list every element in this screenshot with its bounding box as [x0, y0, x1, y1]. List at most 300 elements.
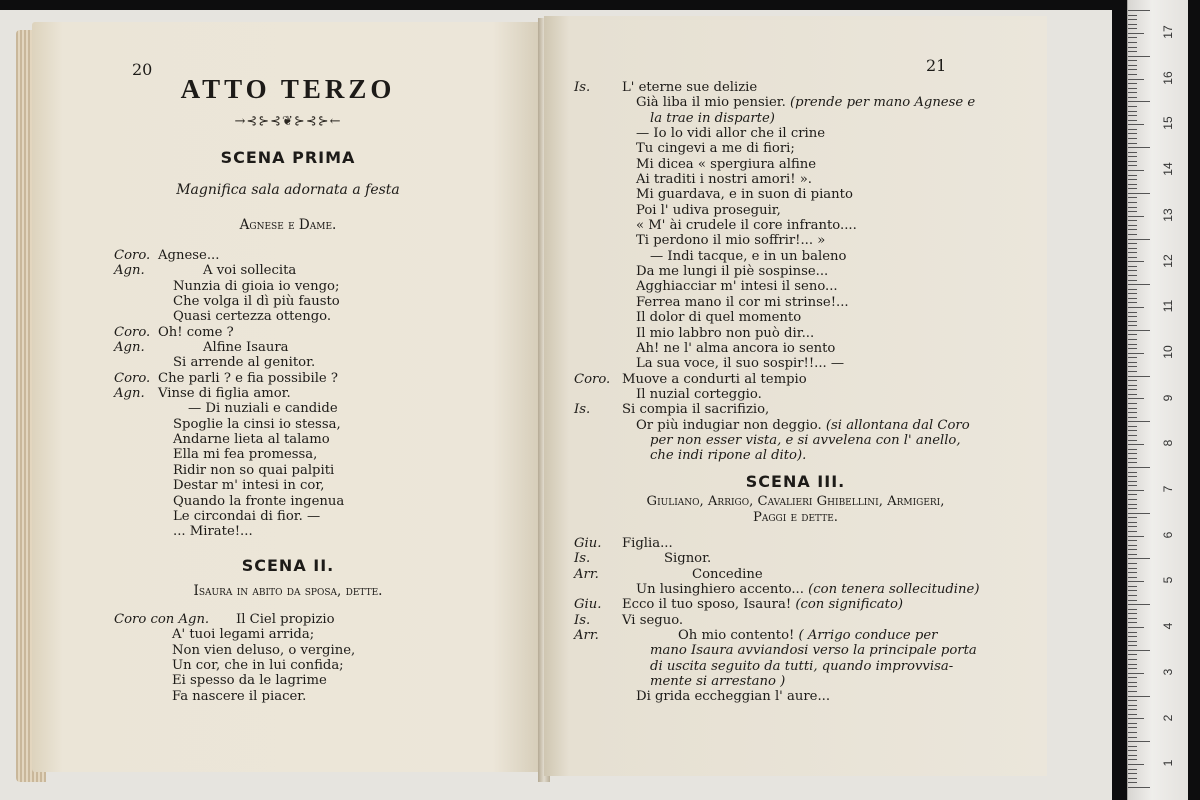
dialogue-line: [114, 309, 534, 324]
speaker-label: Is.: [574, 612, 591, 628]
ruler-tick: [1128, 755, 1137, 756]
ruler-tick: [1128, 348, 1137, 349]
scene-1-setting: Magnifica sala adornata a festa: [176, 182, 400, 198]
ruler-tick: [1128, 312, 1137, 313]
verse-text: [173, 432, 330, 447]
verse-words: Ah! ne l' alma ancora io sento: [636, 340, 836, 356]
ruler-tick: [1128, 636, 1137, 637]
ruler-tick: [1128, 156, 1137, 157]
verse-text: [172, 643, 355, 658]
ruler-tick: [1128, 476, 1137, 477]
ruler-tick: [1128, 51, 1137, 52]
ruler-tick: [1128, 458, 1137, 459]
ruler-tick: [1128, 239, 1150, 240]
ruler-tick: [1128, 261, 1144, 262]
left-page: [32, 22, 544, 772]
ruler-tick: [1128, 453, 1137, 454]
ruler-tick: [1128, 481, 1137, 482]
ruler-tick: [1128, 293, 1137, 294]
dialogue-line: [574, 674, 1034, 689]
ruler-tick: [1128, 467, 1150, 468]
verse-text: [622, 402, 769, 417]
ruler-tick: [1128, 143, 1137, 144]
dialogue-line: [574, 402, 1034, 417]
ruler-tick: [1128, 229, 1137, 230]
ruler-tick: [1128, 138, 1137, 139]
verse-words: Che parli ? e fia possibile ?: [158, 370, 339, 386]
verse-words: Nunzia di gioia io vengo;: [173, 278, 340, 294]
verse-text: [636, 218, 857, 233]
ruler-tick: [1128, 750, 1137, 751]
verse-words: Ai traditi i nostri amori! ».: [636, 172, 812, 188]
ruler-tick: [1128, 426, 1137, 427]
verse-words: La sua voce, il suo sospir!!... —: [636, 356, 845, 372]
verse-words: Agghiacciar m' intesi il seno...: [636, 279, 838, 295]
ruler-tick: [1128, 19, 1137, 20]
dialogue-line: [114, 294, 534, 309]
ruler-tick: [1128, 334, 1137, 335]
ruler-tick: [1128, 10, 1150, 11]
ruler-tick: [1128, 124, 1144, 125]
verse-text: [236, 612, 335, 627]
verse-words: Che volga il dì più fausto: [173, 294, 340, 310]
dialogue-line: [574, 203, 1034, 218]
stage-direction: (si allontana dal Coro: [821, 417, 970, 433]
ruler-tick: [1128, 216, 1144, 217]
ruler-tick: [1128, 197, 1137, 198]
dialogue-line: [574, 141, 1034, 156]
ruler-tick: [1128, 759, 1137, 760]
verse-words: L' eterne sue delizie: [622, 80, 758, 95]
verse-text: [622, 372, 807, 387]
ruler-tick: [1128, 654, 1137, 655]
verse-text: [650, 674, 785, 689]
verse-words: Destar m' intesi in cor,: [173, 478, 325, 494]
ruler-tick: [1128, 645, 1137, 646]
ruler-tick: [1128, 243, 1137, 244]
ruler-tick: [1128, 554, 1137, 555]
ruler-number: 13: [1161, 208, 1175, 222]
ruler-tick: [1128, 572, 1137, 573]
verse-text: [650, 448, 806, 463]
ruler-tick: [1128, 545, 1137, 546]
ruler-tick: [1128, 604, 1150, 605]
verse-text: [636, 233, 825, 248]
verse-text: [636, 341, 835, 356]
verse-words: Ella mi fea promessa,: [173, 447, 318, 463]
ruler-tick: [1128, 673, 1144, 674]
stage-direction: di uscita seguito da tutti, quando improvvisa-: [650, 658, 954, 674]
scene-2-title: SCENA II.: [241, 556, 335, 575]
ruler-tick: [1128, 741, 1150, 742]
ruler-tick: [1128, 522, 1137, 523]
verse-words: Poi l' udiva proseguir,: [636, 202, 781, 218]
dialogue-line: [574, 295, 1034, 310]
verse-words: Quasi certezza ottengo.: [173, 309, 332, 325]
verse-words: Le circondai di fior. —: [173, 508, 321, 524]
speaker-label: Arr.: [574, 628, 599, 644]
dialogue-line: [114, 248, 534, 263]
speaker-label: Giu.: [574, 597, 602, 613]
ruler-tick: [1128, 60, 1137, 61]
verse-text: [636, 95, 975, 110]
ruler-tick: [1128, 686, 1137, 687]
ruler-tick: [1128, 462, 1137, 463]
ruler-tick: [1128, 485, 1137, 486]
verse-words: Figlia...: [622, 536, 673, 551]
dialogue-line: [114, 447, 534, 462]
ruler-tick: [1128, 280, 1137, 281]
dialogue-line: [114, 627, 534, 642]
ruler-tick: [1128, 668, 1137, 669]
dialogue-line: [574, 279, 1034, 294]
dialogue-line: [574, 172, 1034, 187]
speaker-label: Is.: [574, 80, 591, 95]
ruler-tick: [1128, 184, 1137, 185]
ruler-tick: [1128, 700, 1137, 701]
dialogue-line: [574, 356, 1034, 371]
dialogue-line: [574, 187, 1034, 202]
verse-words: — Di nuziali e candide: [188, 401, 338, 417]
verse-words: Si arrende al genitor.: [173, 355, 316, 371]
ruler-tick: [1128, 353, 1144, 354]
speaker-label: Agn.: [114, 263, 145, 279]
verse-text: [173, 509, 320, 524]
measuring-ruler: [1127, 0, 1188, 800]
dialogue-line: [574, 433, 1034, 448]
stage-direction: (con tenera sollecitudine): [803, 582, 980, 598]
ruler-tick: [1128, 225, 1137, 226]
dialogue-line: [574, 597, 1034, 612]
ruler-tick: [1128, 211, 1137, 212]
ruler-tick: [1128, 339, 1137, 340]
verse-text: [650, 643, 977, 658]
verse-text: [636, 172, 812, 187]
ruler-tick: [1128, 120, 1137, 121]
ruler-tick: [1128, 499, 1137, 500]
ruler-number: 8: [1161, 439, 1175, 447]
ruler-tick: [1128, 28, 1137, 29]
ruler-tick: [1128, 207, 1137, 208]
scene-1-dialogue: [114, 248, 534, 540]
dialogue-line: [574, 126, 1034, 141]
ruler-tick: [1128, 366, 1137, 367]
dialogue-line: [114, 612, 534, 627]
verse-text: [650, 433, 961, 448]
ruler-tick: [1128, 175, 1137, 176]
ruler-tick: [1128, 325, 1137, 326]
verse-text: [173, 355, 315, 370]
verse-text: [650, 659, 953, 674]
ruler-tick: [1128, 42, 1137, 43]
stage-direction: mente si arrestano ): [650, 674, 786, 690]
dialogue-line: [574, 418, 1034, 433]
verse-words: Oh mio contento!: [678, 628, 795, 644]
verse-words: ... Mirate!...: [173, 524, 253, 540]
ruler-number: 15: [1161, 116, 1175, 131]
ruler-tick: [1128, 289, 1137, 290]
verse-words: Da me lungi il piè sospinse...: [636, 264, 829, 280]
verse-words: Il nuzial corteggio.: [636, 386, 762, 402]
dialogue-line: [114, 325, 534, 340]
ruler-tick: [1128, 376, 1150, 377]
ruler-tick: [1128, 709, 1137, 710]
dialogue-line: [574, 264, 1034, 279]
scene-1-title: SCENA PRIMA: [220, 148, 356, 167]
ruler-tick: [1128, 727, 1137, 728]
ruler-tick: [1128, 682, 1137, 683]
ruler-tick: [1128, 398, 1144, 399]
dialogue-line: [574, 567, 1034, 582]
dialogue-line: [574, 157, 1034, 172]
verse-words: Di grida eccheggian l' aure...: [636, 689, 831, 705]
verse-words: — Indi tacque, e in un baleno: [650, 248, 847, 264]
ruler-number: 4: [1161, 622, 1175, 630]
ruler-tick: [1128, 659, 1137, 660]
dialogue-line: [574, 628, 1034, 643]
verse-text: [636, 689, 830, 704]
speaker-label: Arr.: [574, 566, 599, 582]
page-number-right: 21: [926, 56, 947, 75]
ruler-tick: [1128, 764, 1144, 765]
ruler-tick: [1128, 193, 1150, 194]
ruler-tick: [1128, 266, 1137, 267]
ruler-tick: [1128, 47, 1137, 48]
verse-words: A voi sollecita: [203, 263, 297, 279]
ruler-tick: [1128, 408, 1137, 409]
verse-words: Ferrea mano il cor mi strinse!...: [636, 294, 849, 310]
verse-text: [622, 597, 903, 612]
verse-words: A' tuoi legami arrida;: [172, 627, 315, 643]
scene-3-characters-line1: Giuliano, Arrigo, Cavalieri Ghibellini, Armigeri,: [646, 494, 945, 509]
ruler-tick: [1128, 234, 1137, 235]
verse-text: [636, 141, 795, 156]
verse-text: [173, 309, 331, 324]
ruler-tick: [1128, 165, 1137, 166]
dialogue-line: [574, 341, 1034, 356]
verse-text: [158, 248, 219, 263]
verse-text: [188, 401, 338, 416]
ruler-tick: [1128, 444, 1144, 445]
verse-text: [636, 295, 849, 310]
verse-words: Or più indugiar non deggio.: [636, 417, 822, 433]
ruler-tick: [1128, 106, 1137, 107]
verse-words: Ti perdono il mio soffrir!... »: [636, 233, 826, 249]
ruler-tick: [1128, 394, 1137, 395]
ruler-tick: [1128, 641, 1137, 642]
ruler-tick: [1128, 385, 1137, 386]
verse-words: Mi guardava, e in suon di pianto: [636, 187, 853, 203]
verse-words: Non vien deluso, o vergine,: [172, 642, 356, 658]
verse-text: [173, 447, 317, 462]
ruler-tick: [1128, 344, 1137, 345]
ruler-tick: [1128, 111, 1137, 112]
dialogue-line: [114, 658, 534, 673]
verse-words: Il dolor di quel momento: [636, 310, 802, 326]
verse-words: Ridir non so quai palpiti: [173, 462, 335, 478]
ruler-tick: [1128, 618, 1137, 619]
dialogue-line: [574, 95, 1034, 110]
ruler-number: 17: [1161, 25, 1175, 39]
dialogue-line: [114, 689, 534, 704]
verse-text: [158, 371, 338, 386]
ruler-tick: [1128, 65, 1137, 66]
verse-words: Concedine: [692, 566, 763, 582]
ruler-number: 14: [1161, 162, 1175, 176]
dialogue-line: [574, 613, 1034, 628]
ruler-tick: [1128, 705, 1137, 706]
verse-words: Muove a condurti al tempio: [622, 371, 807, 387]
ruler-tick: [1128, 563, 1137, 564]
ruler-tick: [1128, 307, 1144, 308]
ruler-number: 2: [1161, 714, 1175, 721]
scene-3-characters-line2: Paggi e dette.: [753, 510, 838, 525]
ruler-tick: [1128, 627, 1144, 628]
ruler-tick: [1128, 677, 1137, 678]
dialogue-line: [574, 233, 1034, 248]
ruler-tick: [1128, 449, 1137, 450]
ruler-tick: [1128, 650, 1150, 651]
speaker-label: Coro.: [114, 248, 151, 263]
stage-direction: per non esser vista, e si avvelena con l' anello,: [650, 432, 961, 448]
dialogue-line: [114, 386, 534, 401]
verse-words: Tu cingevi a me di fiori;: [636, 141, 795, 157]
right-page: [544, 16, 1047, 776]
ruler-tick: [1128, 714, 1137, 715]
stage-direction: (prende per mano Agnese e: [785, 95, 976, 111]
ornament-divider: →⊰⊱⊰❦⊱⊰⊱←: [234, 114, 342, 129]
verse-text: [636, 418, 970, 433]
verse-text: [692, 567, 763, 582]
speaker-label: Is.: [574, 402, 591, 418]
verse-words: Ei spesso da le lagrime: [172, 673, 327, 689]
dialogue-line: [574, 310, 1034, 325]
dialogue-line: [114, 673, 534, 688]
dialogue-line: [114, 524, 534, 539]
dialogue-line: [574, 448, 1034, 463]
ruler-tick: [1128, 430, 1137, 431]
ruler-tick: [1128, 298, 1137, 299]
ruler-tick: [1128, 88, 1137, 89]
speaker-label: Coro.: [114, 370, 151, 386]
verse-text: [158, 386, 291, 401]
verse-words: Signor.: [664, 551, 712, 567]
ruler-tick: [1128, 513, 1150, 514]
ruler-tick: [1128, 732, 1137, 733]
verse-text: [636, 264, 828, 279]
stage-direction: mano Isaura avviandosi verso la principale porta: [650, 643, 977, 659]
verse-text: [636, 387, 762, 402]
ruler-tick: [1128, 371, 1137, 372]
stage-direction: che indi ripone al dito).: [650, 448, 807, 464]
verse-words: Il Ciel propizio: [236, 612, 335, 627]
verse-text: [636, 310, 801, 325]
ruler-tick: [1128, 782, 1137, 783]
verse-words: Ecco il tuo sposo, Isaura!: [622, 597, 792, 613]
ruler-tick: [1128, 517, 1137, 518]
ruler-tick: [1128, 590, 1137, 591]
ruler-number: 9: [1161, 394, 1175, 401]
ruler-tick: [1128, 613, 1137, 614]
ruler-tick: [1128, 526, 1137, 527]
ruler-tick: [1128, 737, 1137, 738]
verse-text: [636, 356, 844, 371]
verse-text: [173, 463, 334, 478]
verse-words: Fa nascere il piacer.: [172, 688, 307, 704]
ruler-tick: [1128, 248, 1137, 249]
verse-text: [650, 249, 846, 264]
ruler-tick: [1128, 595, 1137, 596]
verse-words: Oh! come ?: [158, 324, 234, 340]
dialogue-line: [114, 279, 534, 294]
ruler-tick: [1128, 170, 1144, 171]
ruler-tick: [1128, 252, 1137, 253]
ruler-tick: [1128, 490, 1144, 491]
verse-words: Vi seguo.: [622, 612, 684, 628]
ruler-tick: [1128, 133, 1137, 134]
ruler-tick: [1128, 302, 1137, 303]
ruler-tick: [1128, 622, 1137, 623]
verse-words: Un cor, che in lui confida;: [172, 658, 344, 674]
verse-words: Si compia il sacrifizio,: [622, 402, 770, 418]
verse-text: [172, 673, 327, 688]
act-title: ATTO TERZO: [180, 74, 396, 104]
ruler-tick: [1128, 83, 1137, 84]
verse-text: [636, 157, 816, 172]
ruler-tick: [1128, 257, 1137, 258]
ruler-tick: [1128, 152, 1137, 153]
ruler-tick: [1128, 115, 1137, 116]
ruler-number: 6: [1161, 531, 1175, 539]
verse-text: [173, 417, 341, 432]
verse-text: [636, 582, 979, 597]
ruler-tick: [1128, 581, 1144, 582]
ruler-tick: [1128, 577, 1137, 578]
verse-text: [622, 613, 683, 628]
verse-words: Agnese...: [158, 248, 220, 263]
verse-words: Già liba il mio pensier.: [636, 95, 786, 111]
scene-2-characters: Isaura in abito da sposa, dette.: [193, 583, 383, 599]
ruler-tick: [1128, 568, 1137, 569]
ruler-tick: [1128, 284, 1150, 285]
ruler-tick: [1128, 129, 1137, 130]
dialogue-line: [574, 80, 1034, 95]
verse-words: Mi dicea « spergiura alfine: [636, 156, 817, 172]
verse-words: Andarne lieta al talamo: [173, 432, 330, 448]
scene-3-title: SCENA III.: [745, 472, 846, 491]
verse-text: [158, 325, 234, 340]
ruler-tick: [1128, 92, 1137, 93]
ruler-tick: [1128, 472, 1137, 473]
dialogue-line: [114, 263, 534, 278]
ruler-tick: [1128, 773, 1137, 774]
verse-words: « M' ài crudele il core infranto....: [636, 218, 857, 234]
speaker-label: Giu.: [574, 536, 602, 551]
ruler-tick: [1128, 389, 1137, 390]
verse-text: [622, 80, 757, 95]
ruler-tick: [1128, 787, 1150, 788]
ruler-tick: [1128, 664, 1137, 665]
dialogue-line: [114, 643, 534, 658]
ruler-number: 7: [1161, 485, 1175, 493]
ruler-tick: [1128, 33, 1144, 34]
ruler-number: 16: [1161, 71, 1175, 85]
dialogue-line: [114, 355, 534, 370]
ruler-tick: [1128, 549, 1137, 550]
ruler-tick: [1128, 188, 1137, 189]
ruler-tick: [1128, 56, 1150, 57]
ruler-tick: [1128, 746, 1137, 747]
